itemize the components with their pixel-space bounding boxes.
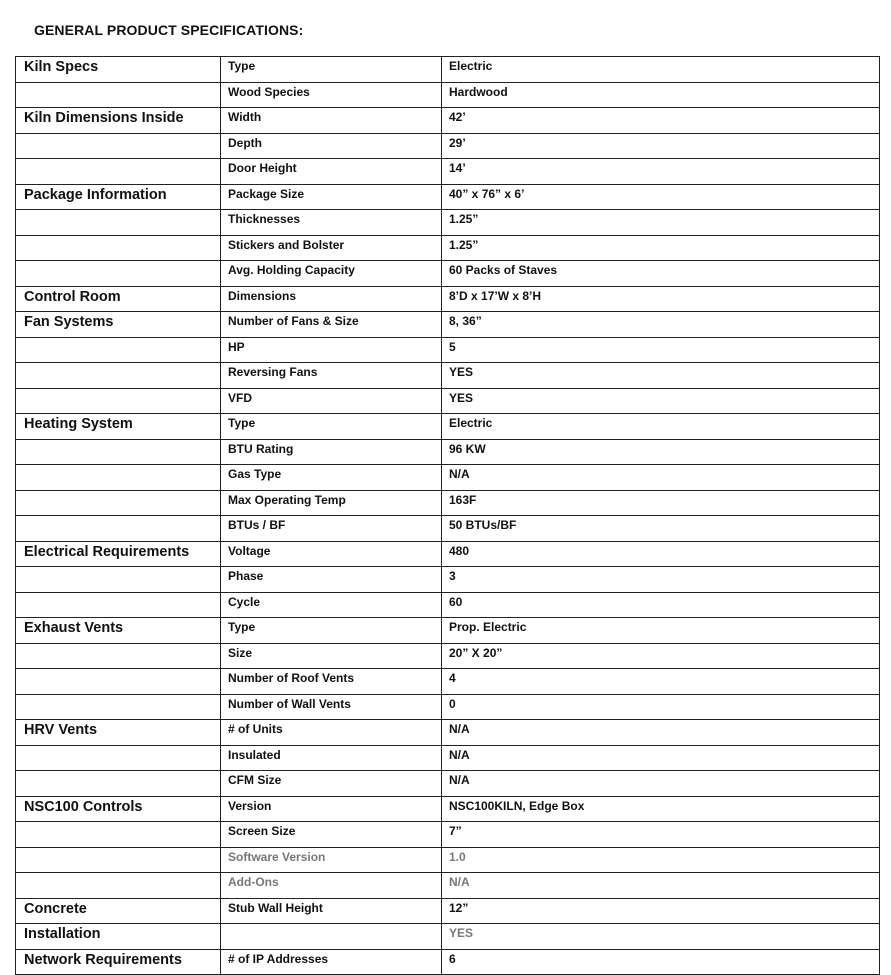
spec-row [16, 465, 880, 491]
spec-field-cell: Screen Size [221, 822, 442, 848]
spec-field-cell: Stickers and Bolster [221, 235, 442, 261]
spec-value-cell: 60 [442, 592, 880, 618]
spec-category-cell: Exhaust Vents [16, 618, 221, 644]
spec-category-cell [16, 363, 221, 389]
spec-row [16, 669, 880, 695]
spec-value-cell: 0 [442, 694, 880, 720]
spec-field-cell: Width [221, 108, 442, 134]
spec-value-cell: 42’ [442, 108, 880, 134]
spec-row [16, 388, 880, 414]
spec-row [16, 439, 880, 465]
spec-value-cell: 8, 36” [442, 312, 880, 338]
spec-row [16, 133, 880, 159]
spec-category-cell [16, 261, 221, 287]
spec-field-cell: # of IP Addresses [221, 949, 442, 975]
spec-value-cell: 1.25” [442, 235, 880, 261]
spec-field-cell: Max Operating Temp [221, 490, 442, 516]
spec-value-cell: 4 [442, 669, 880, 695]
spec-row [16, 745, 880, 771]
spec-category-cell [16, 847, 221, 873]
spec-category-cell: Control Room [16, 286, 221, 312]
spec-field-cell: Type [221, 618, 442, 644]
spec-value-cell: YES [442, 388, 880, 414]
spec-row [16, 618, 880, 644]
spec-category-cell: Kiln Specs [16, 57, 221, 83]
spec-value-cell: 1.0 [442, 847, 880, 873]
spec-category-cell [16, 465, 221, 491]
spec-row [16, 949, 880, 975]
spec-value-cell: 163F [442, 490, 880, 516]
specifications-table-body [16, 57, 880, 975]
spec-value-cell: 6 [442, 949, 880, 975]
spec-field-cell: Depth [221, 133, 442, 159]
spec-row [16, 261, 880, 287]
spec-value-cell: 12” [442, 898, 880, 924]
spec-field-cell: Stub Wall Height [221, 898, 442, 924]
spec-category-cell [16, 516, 221, 542]
spec-value-cell: 5 [442, 337, 880, 363]
spec-row [16, 363, 880, 389]
spec-category-cell [16, 592, 221, 618]
spec-value-cell: Hardwood [442, 82, 880, 108]
spec-category-cell: Package Information [16, 184, 221, 210]
spec-value-cell: 14’ [442, 159, 880, 185]
spec-category-cell: Heating System [16, 414, 221, 440]
spec-field-cell: Software Version [221, 847, 442, 873]
spec-value-cell: YES [442, 924, 880, 950]
spec-field-cell: Insulated [221, 745, 442, 771]
spec-category-cell [16, 439, 221, 465]
spec-value-cell: N/A [442, 873, 880, 899]
spec-value-cell: N/A [442, 771, 880, 797]
spec-value-cell: Prop. Electric [442, 618, 880, 644]
spec-value-cell: 480 [442, 541, 880, 567]
spec-row [16, 210, 880, 236]
spec-category-cell [16, 694, 221, 720]
spec-category-cell [16, 771, 221, 797]
spec-row [16, 57, 880, 83]
spec-category-cell [16, 133, 221, 159]
spec-category-cell [16, 337, 221, 363]
spec-field-cell: Dimensions [221, 286, 442, 312]
spec-field-cell: Package Size [221, 184, 442, 210]
spec-row [16, 108, 880, 134]
spec-category-cell: Fan Systems [16, 312, 221, 338]
spec-field-cell: Number of Wall Vents [221, 694, 442, 720]
spec-value-cell: 60 Packs of Staves [442, 261, 880, 287]
spec-field-cell: BTUs / BF [221, 516, 442, 542]
spec-field-cell: # of Units [221, 720, 442, 746]
spec-category-cell [16, 210, 221, 236]
spec-field-cell: Wood Species [221, 82, 442, 108]
spec-row [16, 873, 880, 899]
spec-row [16, 541, 880, 567]
spec-category-cell: Network Requirements [16, 949, 221, 975]
spec-field-cell: Number of Fans & Size [221, 312, 442, 338]
spec-value-cell: 8’D x 17’W x 8’H [442, 286, 880, 312]
spec-row [16, 847, 880, 873]
spec-row [16, 286, 880, 312]
spec-row [16, 822, 880, 848]
spec-field-cell: Voltage [221, 541, 442, 567]
spec-field-cell: Type [221, 57, 442, 83]
spec-category-cell: Electrical Requirements [16, 541, 221, 567]
spec-value-cell: Electric [442, 414, 880, 440]
spec-field-cell: Add-Ons [221, 873, 442, 899]
spec-value-cell: N/A [442, 745, 880, 771]
spec-category-cell [16, 82, 221, 108]
spec-value-cell: Electric [442, 57, 880, 83]
spec-field-cell: Type [221, 414, 442, 440]
spec-field-cell: CFM Size [221, 771, 442, 797]
spec-row [16, 796, 880, 822]
spec-row [16, 898, 880, 924]
spec-category-cell: Concrete [16, 898, 221, 924]
spec-row [16, 924, 880, 950]
spec-field-cell: Number of Roof Vents [221, 669, 442, 695]
spec-category-cell: Installation [16, 924, 221, 950]
spec-field-cell: Phase [221, 567, 442, 593]
spec-category-cell [16, 490, 221, 516]
spec-field-cell: VFD [221, 388, 442, 414]
spec-row [16, 567, 880, 593]
spec-row [16, 184, 880, 210]
spec-category-cell: HRV Vents [16, 720, 221, 746]
spec-value-cell: 40” x 76” x 6’ [442, 184, 880, 210]
spec-row [16, 516, 880, 542]
spec-row [16, 235, 880, 261]
spec-category-cell [16, 643, 221, 669]
spec-value-cell: 7” [442, 822, 880, 848]
spec-category-cell [16, 669, 221, 695]
spec-field-cell: Reversing Fans [221, 363, 442, 389]
spec-field-cell: Thicknesses [221, 210, 442, 236]
spec-row [16, 414, 880, 440]
spec-row [16, 720, 880, 746]
spec-category-cell: Kiln Dimensions Inside [16, 108, 221, 134]
spec-row [16, 82, 880, 108]
spec-value-cell: 1.25” [442, 210, 880, 236]
spec-row [16, 592, 880, 618]
spec-category-cell [16, 388, 221, 414]
spec-field-cell: Size [221, 643, 442, 669]
spec-row [16, 694, 880, 720]
spec-row [16, 771, 880, 797]
spec-field-cell [221, 924, 442, 950]
spec-field-cell: Avg. Holding Capacity [221, 261, 442, 287]
spec-category-cell [16, 159, 221, 185]
specifications-table [15, 56, 880, 975]
spec-category-cell [16, 235, 221, 261]
spec-field-cell: HP [221, 337, 442, 363]
spec-row [16, 337, 880, 363]
spec-value-cell: N/A [442, 465, 880, 491]
spec-value-cell: 96 KW [442, 439, 880, 465]
spec-field-cell: Door Height [221, 159, 442, 185]
spec-field-cell: Version [221, 796, 442, 822]
spec-row [16, 159, 880, 185]
spec-value-cell: 29’ [442, 133, 880, 159]
spec-row [16, 643, 880, 669]
spec-row [16, 490, 880, 516]
spec-category-cell: NSC100 Controls [16, 796, 221, 822]
spec-value-cell: 50 BTUs/BF [442, 516, 880, 542]
spec-category-cell [16, 822, 221, 848]
spec-value-cell: N/A [442, 720, 880, 746]
spec-row [16, 312, 880, 338]
spec-value-cell: NSC100KILN, Edge Box [442, 796, 880, 822]
spec-value-cell: 3 [442, 567, 880, 593]
spec-field-cell: Gas Type [221, 465, 442, 491]
spec-category-cell [16, 873, 221, 899]
spec-field-cell: BTU Rating [221, 439, 442, 465]
spec-category-cell [16, 745, 221, 771]
spec-value-cell: YES [442, 363, 880, 389]
spec-field-cell: Cycle [221, 592, 442, 618]
spec-category-cell [16, 567, 221, 593]
document-title: GENERAL PRODUCT SPECIFICATIONS: [34, 22, 304, 38]
spec-value-cell: 20” X 20” [442, 643, 880, 669]
